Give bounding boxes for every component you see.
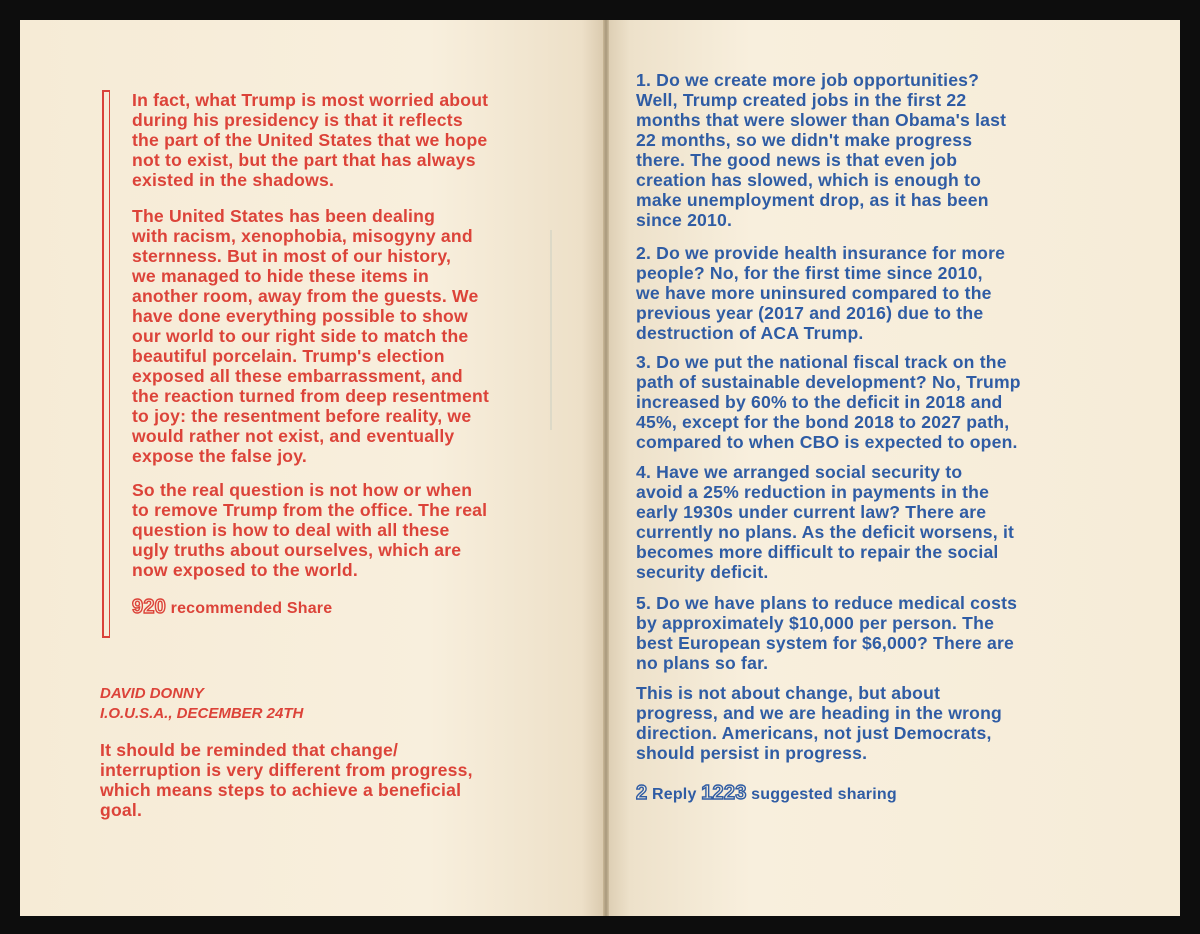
share-count-right: 1223: [701, 782, 747, 804]
closing-paragraph: It should be reminded that change/ interruption is very different from progress, which means steps to achieve a beneficial goal.: [100, 740, 473, 820]
right-item-5: 5. Do we have plans to reduce medical costs by approximately $10,000 per person. The best European system for $6,000? There are no plans so far.: [636, 593, 1018, 673]
left-paragraph-1: In fact, what Trump is most worried about during his presidency is that it reflects the part of the United States that we hope not to exist, but the part that has always existed in the shadows.: [132, 90, 489, 190]
share-label: recommended Share: [170, 600, 333, 617]
right-item-3: 3. Do we put the national fiscal track on the path of sustainable development? No, Trump increased by 60% to the deficit in 2018 and 45%, except for the bond 2018 to 2027 path, compared to when CBO is expected to open.: [636, 352, 1021, 452]
byline-source: I.O.U.S.A., DECEMBER 24TH: [100, 705, 304, 722]
reply-label: Reply: [651, 786, 697, 803]
share-label-right: suggested sharing: [751, 786, 897, 803]
right-item-4: 4. Have we arranged social security to avoid a 25% reduction in payments in the early 1930s under current law? There are currently no plans. As the deficit worsens, it becomes more difficult to repair the social security deficit.: [636, 462, 1015, 582]
byline-author: DAVID DONNY: [100, 685, 204, 702]
action-line: [636, 783, 1086, 805]
left-paragraph-3: So the real question is not how or when to remove Trump from the office. The real question is how to deal with all these ugly truths about ourselves, which are now exposed to the world.: [132, 480, 488, 580]
left-paragraph-2: The United States has been dealing with racism, xenophobia, misogyny and sternness. But in most of our history, we managed to hide these items in another room, away from the guests. We have done everything possible to show our world to our right side to match the beautiful porcelain. Trump's election exposed all these embarrassment, and the reaction turned from deep resentment to joy: the resentment before reality, we would rather not exist, and eventually expose the false joy.: [132, 206, 490, 466]
byline: [100, 684, 520, 724]
right-conclusion: This is not about change, but about progress, and we are heading in the wrong direction. Americans, not just Democrats, should persist in progress.: [636, 683, 1003, 763]
right-item-2: 2. Do we provide health insurance for more people? No, for the first time since 2010, we have more uninsured compared to the previous year (2017 and 2016) due to the destruction of ACA Trump.: [636, 243, 1006, 343]
book-gutter: [603, 20, 609, 916]
quote-bar: [102, 90, 110, 638]
reply-count: 2: [636, 782, 648, 804]
share-line: [132, 597, 552, 619]
right-item-1: 1. Do we create more job opportunities? Well, Trump created jobs in the first 22 months that were slower than Obama's last 22 months, so we didn't make progress there. The good news is that even job creation has slowed, which is enough to make unemployment drop, as it has been since 2010.: [636, 70, 1007, 230]
share-count: 920: [132, 596, 166, 618]
